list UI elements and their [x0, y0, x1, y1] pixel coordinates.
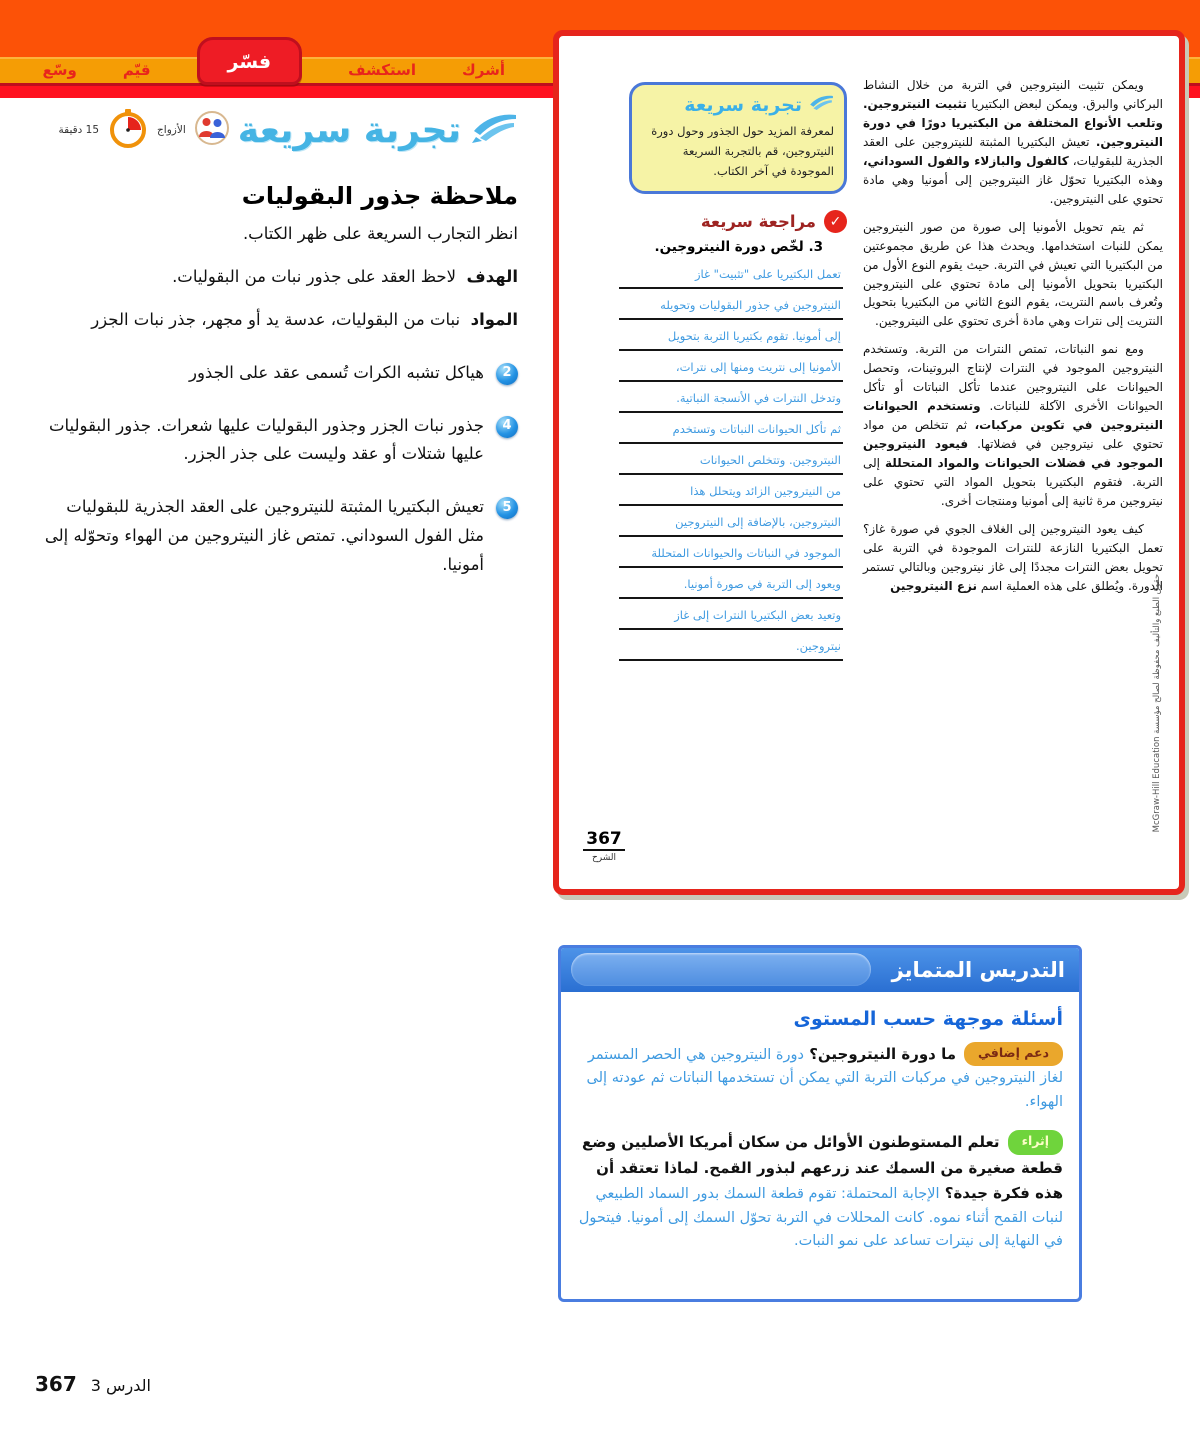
answer-step-5: 5 تعيش البكتيريا المثبتة للنيتروجين على العقد الجذرية للبقوليات مثل الفول السوداني. تمتص غاز النيتروجين من الهواء وتحوّله إلى أمونيا. — [40, 493, 518, 580]
answer-line-8: من النيتروجين الزائد ويتحلل هذا — [619, 484, 843, 506]
level-badge: دعم إضافي — [964, 1042, 1063, 1066]
answer-line-11: ويعود إلى التربة في صورة أمونيا. — [619, 577, 843, 599]
step-number-badge: 5 — [496, 497, 518, 519]
tab-0[interactable]: أشرك — [462, 61, 505, 79]
timer-icon — [108, 108, 148, 152]
quick-lab-title-row — [40, 108, 518, 152]
footer-lesson-label: الدرس 3 — [90, 1376, 151, 1395]
answer-steps — [40, 359, 518, 580]
quick-lab-title: تجربة سريعة — [237, 109, 461, 151]
student-paragraph-2: ثم يتم تحويل الأمونيا إلى صورة من صور النيتروجين يمكن للنبات استخدامها. ويحدث هذا عن طريق مجموعتين من البكتيريا التي تعيش في التربة. حيث يقوم النوع الأول من البكتيريا بتحويل الأمونيا إلى مادة تحتوي على النيتروجين وتُعرف باسم النتريت، يقوم النوع الثاني من البكتيريا بتحويل النتريت إلى نترات وهي مادة أخرى تحتوي على النيتروجين. — [863, 219, 1163, 329]
answer-line-3: إلى أمونيا. تقوم بكتيريا التربة بتحويل — [619, 329, 843, 351]
brush-stroke-icon — [470, 111, 518, 149]
leveled-questions-heading: أسئلة موجهة حسب المستوى — [793, 1008, 1063, 1030]
differentiated-instruction-box — [558, 945, 1082, 1302]
leveled-question-2 — [577, 1130, 1063, 1253]
answer-line-6: ثم تأكل الحيوانات النباتات وتستخدم — [619, 422, 843, 444]
goal-label: الهدف — [466, 266, 518, 286]
tab-2[interactable]: فسّر — [197, 37, 303, 85]
activity-intro: انظر التجارب السريعة على ظهر الكتاب. — [242, 224, 518, 243]
tab-1[interactable]: استكشف — [348, 61, 417, 79]
answer-line-10: الموجود في النباتات والحيوانات المتحللة — [619, 546, 843, 568]
student-page-phase-label: الشرح — [591, 853, 617, 863]
differentiated-instruction-header — [561, 948, 1079, 992]
tab-3[interactable]: قيّم — [122, 61, 151, 79]
checkmark-icon: ✓ — [824, 210, 847, 233]
student-quick-lab-callout — [629, 82, 847, 194]
materials-text: نبات من البقوليات، عدسة يد أو مجهر، جذر نبات الجزر — [91, 309, 461, 329]
answer-line-4: الأمونيا إلى نتريت ومنها إلى نترات، — [619, 360, 843, 382]
goal-line — [40, 263, 518, 292]
tab-4[interactable]: وسّع — [42, 61, 77, 79]
activity-heading: ملاحظة جذور البقوليات — [241, 182, 518, 210]
level-badge: إثراء — [1008, 1130, 1063, 1154]
pairs-icon — [195, 111, 229, 149]
review-question — [589, 239, 823, 255]
lesson-phase-tabs — [42, 51, 505, 83]
student-paragraph-3: ومع نمو النباتات، تمتص النترات من التربة. وتستخدم النيتروجين الموجود في النترات لإنتاج البروتينات، وتحصل الحيوانات على النيتروجين عندما تأكل النباتات أو تأكل الحيوانات الأخرى الآكلة للنباتات. وتستخدم الحيوانات النيتروجين في تكوين مركبات، ثم تتخلص من مواد تحتوي على نيتروجين في فضلاتها. فيعود النيتروجين الموجود في فضلات الحيوانات والمواد المتحللة إلى التربة. فتقوم البكتيريا بتحويل المواد التي تحتوي على نيتروجين مرة ثانية إلى أمونيا ومنتجات أخرى. — [863, 342, 1164, 509]
answer-line-12: وتعيد بعض البكتيريا النترات إلى غاز — [619, 608, 843, 630]
quick-review-header — [589, 210, 847, 233]
answer-line-7: النيتروجين. وتتخلص الحيوانات — [619, 453, 843, 475]
student-side-column — [589, 76, 847, 670]
footer-page-number: 367 — [35, 1372, 77, 1396]
header-capsule-decoration — [571, 953, 871, 986]
answer-step-4: 4 جذور نبات الجزر وجذور البقوليات عليها شعرات. جذور البقوليات عليها شتلات أو عقد وليست على جذر الجزر. — [40, 412, 518, 470]
question-text: تعلم المستوطنون الأوائل من سكان أمريكا الأصليين وضع قطعة صغيرة من السمك عند زرعهم لبذور القمح. لماذا تعتقد أن هذه فكرة جيدة؟ — [581, 1133, 1063, 1203]
student-page-box — [553, 30, 1185, 895]
step-number-badge: 2 — [496, 363, 518, 385]
answer-text: الإجابة المحتملة: تقوم قطعة السمك بدور السماد الطبيعي لنبات القمح أثناء نموه. كانت المحللات في التربة تحوّل السمك إلى أمونيا. فيتحول في النهاية إلى نيترات تساعد على نمو النبات. — [578, 1186, 1063, 1250]
student-page-number-block — [581, 829, 627, 863]
answer-line-13: نيتروجين. — [619, 639, 843, 661]
answer-line-2: النيتروجين في جذور البقوليات وتحويله — [619, 298, 843, 320]
answer-line-9: النيتروجين، بالإضافة إلى النيتروجين — [619, 515, 843, 537]
answer-line-5: وتدخل النترات في الأنسجة النباتية. — [619, 391, 843, 413]
goal-text: لاحظ العقد على جذور نبات من البقوليات. — [172, 266, 457, 286]
brush-stroke-icon-small — [808, 93, 834, 117]
student-quick-lab-text: لمعرفة المزيد حول الجذور وحول دورة النيتروجين، قم بالتجربة السريعة الموجودة في آخر الكتاب. — [651, 124, 834, 179]
leveled-question-1 — [577, 1042, 1063, 1114]
review-question-text: لخّص دورة النيتروجين. — [654, 239, 804, 256]
quick-review-title: مراجعة سريعة — [700, 212, 816, 232]
student-quick-lab-title: تجربة سريعة — [684, 94, 802, 116]
grouping-label: الأزواج — [157, 124, 186, 136]
answer-text: دورة النيتروجين هي الحصر المستمر لغاز النيتروجين في مركبات التربة التي يمكن أن تستخدمها النباتات ثم عودته إلى الهواء. — [586, 1047, 1063, 1110]
student-page-number: 367 — [583, 829, 625, 851]
question-text: ما دورة النيتروجين؟ — [803, 1045, 956, 1063]
teacher-quick-lab-column — [40, 108, 518, 580]
review-question-number: 3. — [808, 239, 823, 256]
leveled-questions-list — [577, 1042, 1063, 1254]
step-number-badge: 4 — [496, 416, 518, 438]
student-main-text — [863, 76, 1163, 670]
page-footer — [35, 1372, 151, 1396]
differentiated-instruction-title: التدريس المتمايز — [891, 958, 1065, 982]
answer-line-1: تعمل البكتيريا على "تثبيت" غاز — [619, 267, 843, 289]
duration-label: 15 دقيقة — [58, 124, 100, 136]
student-paragraph-4: كيف يعود النيتروجين إلى الغلاف الجوي في صورة غاز؟ تعمل البكتيريا النازعة للنترات الموجودة في التربة على تحويل بعض النترات مجددًا إلى غاز نيتروجين وبالتالي تستمر الدورة. ويُطلق على هذه العملية اسم نزع النيتروجين — [863, 521, 1163, 593]
materials-line — [40, 306, 518, 335]
materials-label: المواد — [470, 309, 518, 329]
answer-step-2: 2 هياكل تشبه الكرات تُسمى عقد على الجذور — [40, 359, 518, 388]
review-answer-lines — [619, 267, 843, 661]
copyright-sideways-text: حقوق الطبع والتأليف محفوظة لصالح مؤسسة McGraw-Hill Education — [1152, 573, 1162, 833]
student-paragraph-1: ويمكن تثبيت النيتروجين في التربة من خلال النشاط البركاني والبرق. ويمكن لبعض البكتيريا تثبيت النيتروجين. وتلعب الأنواع المختلفة من البكتيريا دورًا في دورة النيتروجين. تعيش البكتيريا المثبتة للنيتروجين على العقد الجذرية للبقوليات، كالفول والبازلاء والفول السوداني، وهذه البكتيريا تحوّل غاز النيتروجين إلى أمونيا وهي مادة تحتوي على النيتروجين. — [863, 78, 1163, 206]
